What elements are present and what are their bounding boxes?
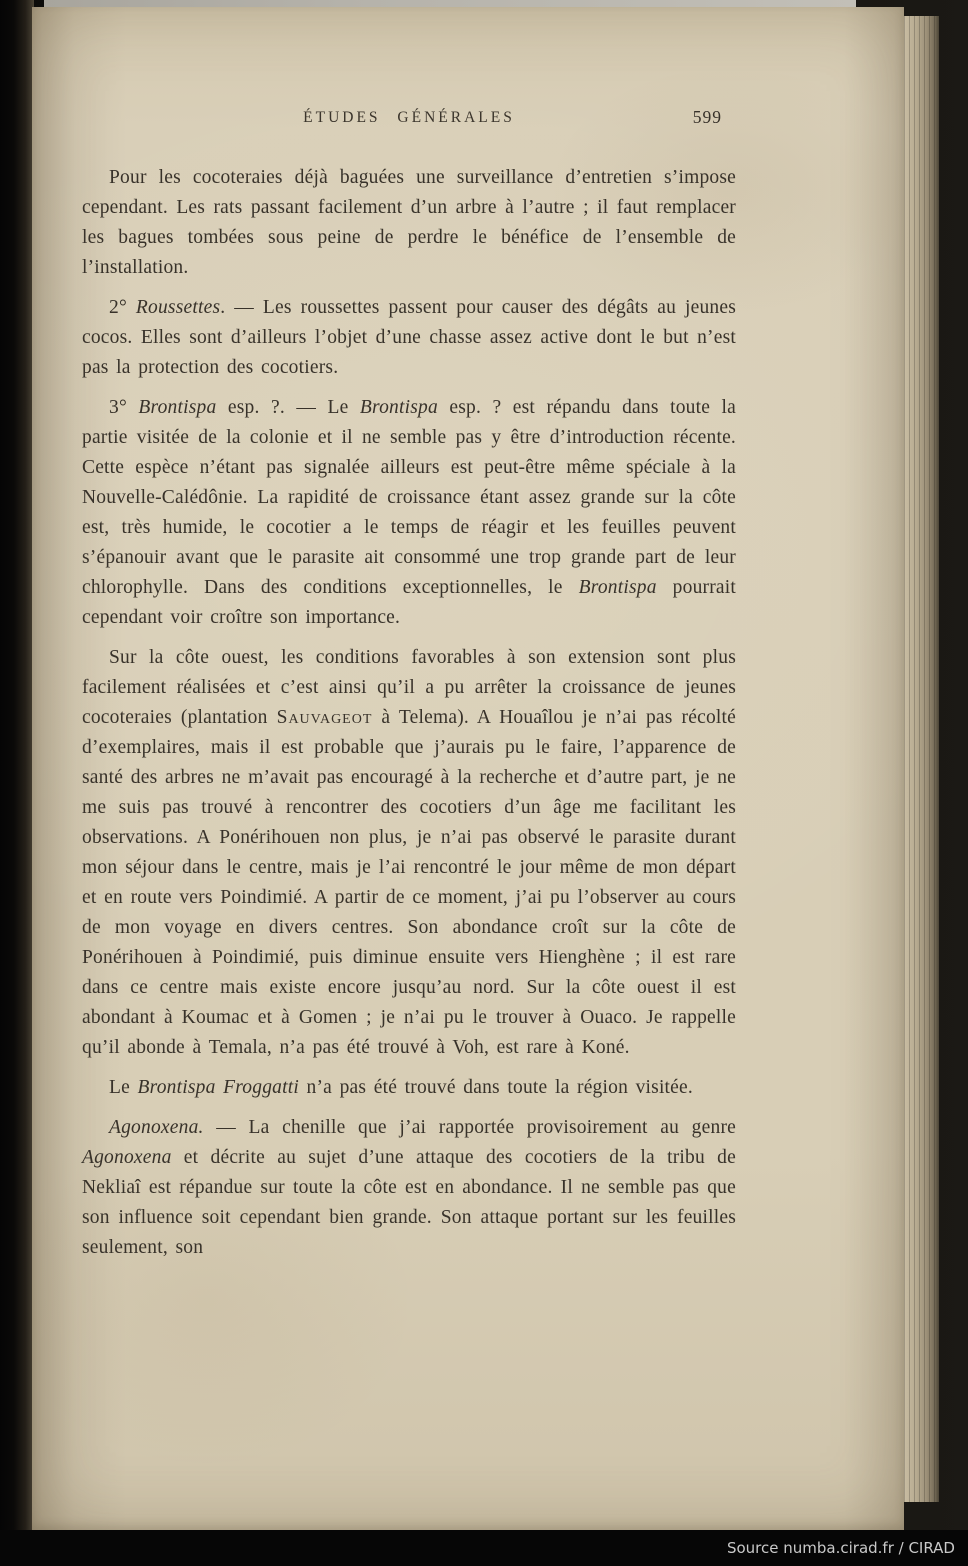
page <box>32 7 904 1530</box>
species-name-italic: Brontispa Froggatti <box>137 1077 299 1098</box>
running-header <box>82 109 736 139</box>
species-name-italic: Brontispa <box>138 397 217 418</box>
paragraph-froggatti <box>82 1073 736 1103</box>
species-name-italic: Brontispa <box>578 577 657 598</box>
header-title: ÉTUDES GÉNÉRALES <box>303 109 515 126</box>
text-run: Pour les cocoteraies déjà baguées une surveillance d’entretien s’impose cependant. Les rats passant facilement d’un arbre à l’autre ; il faut remplacer les bagues tombées sous peine de perdre le bénéfice de l’ensemble de l’installation. <box>82 167 736 278</box>
paragraph-banding <box>82 163 736 283</box>
species-name-italic: Agonoxena. <box>109 1117 204 1138</box>
text-run: Le <box>109 1077 138 1098</box>
source-bar <box>0 1530 968 1566</box>
page-number: 599 <box>692 107 722 127</box>
text-run: . — Les roussettes passent pour causer des dégâts au jeunes cocos. Elles sont d’ailleurs l’objet d’une chasse assez active dont le but n’est pas la protection des cocotiers. <box>82 297 736 378</box>
text-run: n’a pas été trouvé dans toute la région visitée. <box>298 1077 693 1098</box>
page-content <box>82 109 736 1273</box>
text-run: et décrite au sujet d’une attaque des cocotiers de la tribu de Nekliaî est répandue sur toute la côte est en abondance. Il ne semble pas que son influence soit cependant bien grande. Son attaque portant sur les feuilles seulement, son <box>82 1147 736 1258</box>
text-run: à Telema). A Houaîlou je n’ai pas récolté d’exemplaires, mais il est probable que j’aurais pu le faire, l’apparence de santé des arbres ne m’avait pas encouragé à la recherche et d’autre part, je ne me suis pas trouvé à rencontrer des cocotiers d’un âge me facilitant les observations. A Ponérihouen non plus, je n’ai pas observé le parasite durant mon séjour dans le centre, mais je l’ai rencontré le jour même de mon départ et en route vers Poindimié. A partir de ce moment, j’ai pu l’observer au cours de mon voyage en divers centres. Son abondance croît sur la côte de Ponérihouen à Poindimié, puis diminue ensuite vers Hienghène ; il est rare dans ce centre mais existe encore jusqu’au nord. Sur la côte ouest il est abondant à Koumac et à Gomen ; je n’ai pu le trouver à Ouaco. Je rappelle qu’il abonde à Temala, n’a pas été trouvé à Voh, est rare à Koné. <box>82 707 736 1058</box>
text-run: 2° <box>109 297 136 318</box>
species-name-italic: Brontispa <box>359 397 438 418</box>
text-run: — La chenille que j’ai rapportée provisoirement au genre <box>203 1117 736 1138</box>
paragraph-agonoxena <box>82 1113 736 1263</box>
page-stack-edges <box>904 16 939 1502</box>
text-run: 3° <box>109 397 139 418</box>
text-run: pourrait cependant voir croître son importance. <box>82 577 737 628</box>
paragraph-distribution <box>82 643 736 1063</box>
species-name-italic: Agonoxena <box>82 1147 172 1168</box>
paragraph-brontispa <box>82 393 736 633</box>
proper-name-smallcaps: Sauvageot <box>276 707 373 728</box>
text-run: Sur la côte ouest, les conditions favorables à son extension sont plus facilement réalisées et c’est ainsi qu’il a pu arrêter la croissance de jeunes cocoteraies (plantation <box>82 647 736 728</box>
text-run: esp. ?. — Le <box>216 397 360 418</box>
species-name-italic: Roussettes <box>135 297 221 318</box>
source-attribution: Source numba.cirad.fr / CIRAD <box>726 1539 955 1557</box>
book-binding-edge <box>0 0 34 1532</box>
text-run: esp. ? est répandu dans toute la partie visitée de la colonie et il ne semble pas y être d’introduction récente. Cette espèce n’étant pas signalée ailleurs est peut-être même spéciale à la Nouvelle-Calédônie. La rapidité de croissance étant assez grande sur la côte est, très humide, le cocotier a le temps de réagir et les feuilles peuvent s’épanouir avant que le parasite ait consommé une trop grande part de leur chlorophylle. Dans des conditions exceptionnelles, le <box>82 397 736 598</box>
paragraph-roussettes <box>82 293 736 383</box>
